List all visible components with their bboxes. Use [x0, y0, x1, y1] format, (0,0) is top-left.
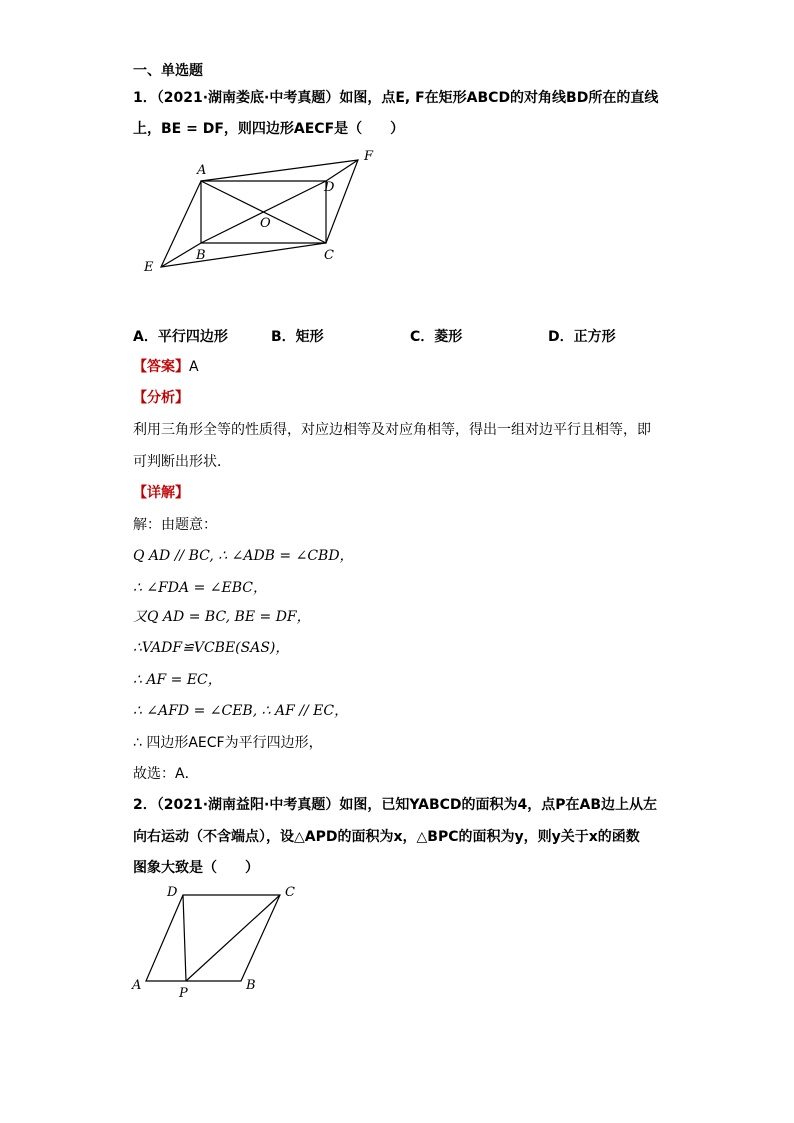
q1-answer-row: [133, 359, 199, 375]
section-title: 一、单选题: [133, 63, 203, 79]
label-b: B: [196, 248, 206, 263]
q1-option-a: A．平行四边形: [133, 329, 228, 345]
answer-tag: 【答案】: [133, 359, 189, 375]
label-d: D: [324, 180, 335, 195]
label-d: D: [167, 885, 178, 900]
label-e: E: [144, 260, 154, 275]
detail-step: Q AD // BC, ∴ ∠ADB = ∠CBD，: [133, 548, 354, 564]
q1-option-d: D．正方形: [548, 329, 616, 345]
q2-stem-line3: 图象大致是（ ）: [133, 860, 259, 876]
answer-value: A: [189, 359, 199, 375]
label-b: B: [246, 978, 256, 993]
detail-step: 又Q AD = BC, BE = DF，: [133, 609, 311, 625]
label-a: A: [132, 978, 142, 993]
analysis-tag: 【分析】: [133, 390, 189, 406]
q2-stem-line2: 向右运动（不含端点），设△APD的面积为x，△BPC的面积为y，则y关于x的函数: [133, 829, 640, 845]
detail-step: ∴ ∠FDA = ∠EBC，: [133, 580, 267, 596]
label-p: P: [179, 986, 188, 1001]
detail-step: ∴ ∠AFD = ∠CEB, ∴ AF // EC，: [133, 703, 349, 719]
label-f: F: [364, 149, 374, 164]
label-a: A: [197, 163, 207, 178]
detail-step: 解：由题意：: [133, 517, 217, 533]
parallelogram-abcd: [146, 895, 280, 981]
q1-option-b: B．矩形: [271, 329, 324, 345]
q1-option-c: C．菱形: [410, 329, 463, 345]
detail-step: ∴ AF = EC，: [133, 672, 222, 688]
detail-tag: 【详解】: [133, 485, 189, 501]
q2-stem-line1: 2．（2021·湖南益阳·中考真题）如图，已知YABCD的面积为4，点P在AB边上从左: [133, 797, 658, 813]
q1-stem-line1: 1．（2021·湖南娄底·中考真题）如图，点E, F在矩形ABCD的对角线BD所在的直线: [133, 90, 659, 106]
analysis-line1: 利用三角形全等的性质得，对应边相等及对应角相等，得出一组对边平行且相等，即: [133, 422, 651, 438]
label-c: C: [285, 885, 295, 900]
detail-step: 故选：A．: [133, 766, 199, 782]
q2-figure: [128, 878, 303, 1003]
q1-figure: [135, 143, 395, 278]
segment-pc: [186, 895, 280, 981]
label-c: C: [324, 248, 334, 263]
analysis-line2: 可判断出形状．: [133, 454, 231, 470]
q1-stem-line2: 上，BE = DF，则四边形AECF是（ ）: [133, 121, 405, 137]
detail-step: ∴ 四边形AECF为平行四边形，: [133, 735, 323, 751]
segment-dp: [183, 895, 186, 981]
detail-step: ∴VADF≌VCBE(SAS)，: [133, 640, 290, 656]
label-o: O: [260, 216, 271, 231]
